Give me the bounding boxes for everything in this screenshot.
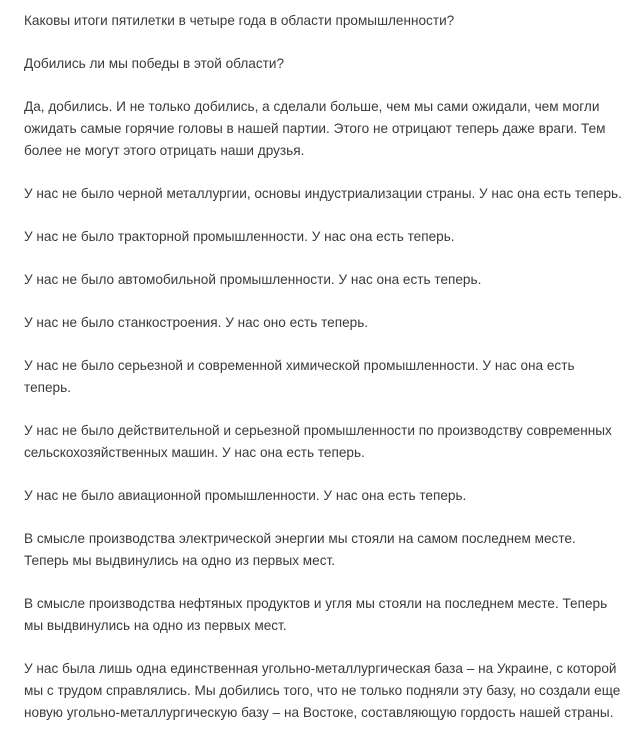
paragraph-machine-tools: У нас не было станкостроения. У нас оно есть теперь. <box>24 315 369 330</box>
paragraph-metallurgy: У нас не было черной металлургии, основы индустриализации страны. У нас она есть теперь. <box>24 186 622 201</box>
paragraph-question-victory: Добились ли мы победы в этой области? <box>24 56 285 71</box>
paragraph-agricultural-machinery: У нас не было действительной и серьезной промышленности по производству современных сельскохозяйственных машин. У нас она есть теперь. <box>24 423 612 460</box>
paragraph-electric-energy: В смысле производства электрической энергии мы стояли на самом последнем месте. Теперь мы выдвинулись на одно из первых мест. <box>24 531 576 568</box>
paragraph-aviation: У нас не было авиационной промышленности. У нас она есть теперь. <box>24 488 467 503</box>
paragraph-question-industry: Каковы итоги пятилетки в четыре года в области промышленности? <box>24 13 455 28</box>
paragraph-chemical: У нас не было серьезной и современной химической промышленности. У нас она есть теперь. <box>24 358 575 395</box>
paragraph-coal-metallurgical-base: У нас была лишь одна единственная угольно-металлургическая база – на Украине, с которой мы с трудом справлялись. Мы добились того, что не только подняли эту базу, но создали еще новую угольно-металлургическую базу – на Востоке, составляющую гордость нашей страны. <box>24 661 621 720</box>
paragraph-answer: Да, добились. И не только добились, а сделали больше, чем мы сами ожидали, чем могли ожидать самые горячие головы в нашей партии. Этого не отрицают теперь даже враги. Тем более не могут этого отрицать наши друзья. <box>24 99 606 158</box>
article-body <box>24 10 624 724</box>
paragraph-oil-coal: В смысле производства нефтяных продуктов и угля мы стояли на последнем месте. Теперь мы выдвинулись на одно из первых мест. <box>24 596 608 633</box>
paragraph-tractor: У нас не было тракторной промышленности. У нас она есть теперь. <box>24 229 455 244</box>
paragraph-automobile: У нас не было автомобильной промышленности. У нас она есть теперь. <box>24 272 482 287</box>
